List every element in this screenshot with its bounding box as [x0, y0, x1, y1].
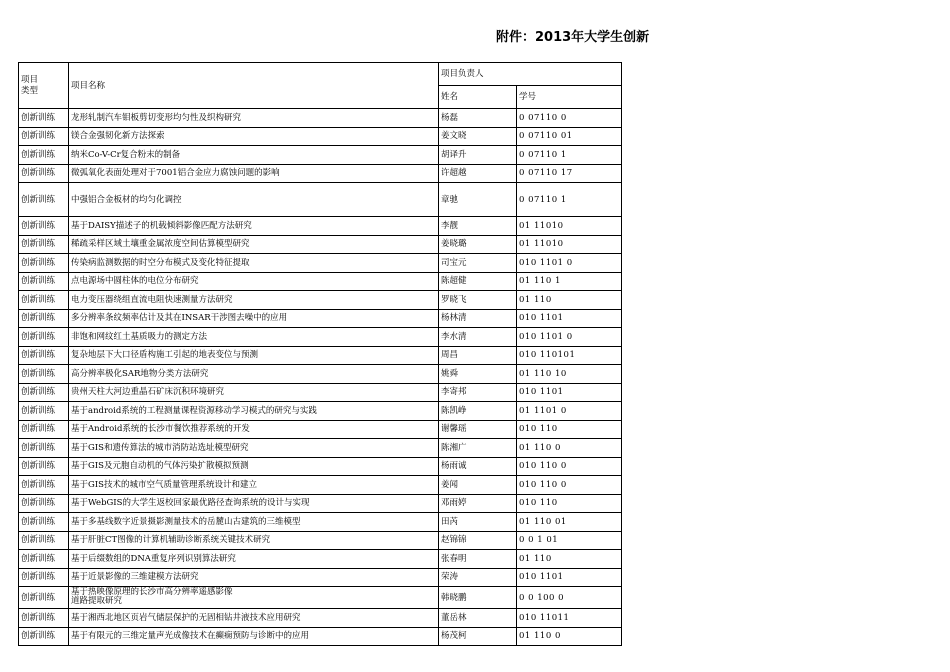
cell-project-name: 基于肝脏CT图像的计算机辅助诊断系统关键技术研究: [69, 531, 439, 550]
table-row: [19, 254, 622, 273]
cell-project-type: 创新训练: [19, 420, 69, 439]
cell-project-name: 高分辨率极化SAR地物分类方法研究: [69, 365, 439, 384]
cell-project-type: 创新训练: [19, 365, 69, 384]
cell-project-type: 创新训练: [19, 550, 69, 569]
cell-project-type: 创新训练: [19, 494, 69, 513]
table-row: [19, 346, 622, 365]
cell-student-id: 010 110 0: [517, 457, 622, 476]
cell-project-type: 创新训练: [19, 291, 69, 310]
cell-project-name: 龙形轧制汽车钼板剪切变形均匀性及织构研究: [69, 109, 439, 128]
cell-student-id: 0 07110 0: [517, 109, 622, 128]
cell-leader-name: 邓雨婷: [439, 494, 517, 513]
cell-student-id: 01 110: [517, 291, 622, 310]
table-row: [19, 217, 622, 236]
cell-project-type: 创新训练: [19, 609, 69, 628]
cell-project-type: 创新训练: [19, 587, 69, 609]
cell-leader-name: 陈湘广: [439, 439, 517, 458]
cell-project-name: 多分辨率条纹频率估计及其在INSAR干涉图去噪中的应用: [69, 309, 439, 328]
cell-leader-name: 李靓: [439, 217, 517, 236]
cell-student-id: 010 1101 0: [517, 254, 622, 273]
cell-student-id: 010 110101: [517, 346, 622, 365]
table-row: [19, 127, 622, 146]
cell-project-name: 基于GIS和遗传算法的城市消防站选址模型研究: [69, 439, 439, 458]
cell-leader-name: 谢馨瑶: [439, 420, 517, 439]
cell-project-type: 创新训练: [19, 217, 69, 236]
cell-leader-name: 杨林清: [439, 309, 517, 328]
cell-student-id: 01 110 10: [517, 365, 622, 384]
cell-project-type: 创新训练: [19, 164, 69, 183]
cell-student-id: 0 07110 01: [517, 127, 622, 146]
table-row: [19, 550, 622, 569]
cell-leader-name: 杨茂柯: [439, 627, 517, 646]
cell-student-id: 010 11011: [517, 609, 622, 628]
header-project-type-label: 项目 类型: [21, 74, 39, 96]
table-row: [19, 568, 622, 587]
cell-project-name: 基于有限元的三维定量声光成像技术在癫痫预防与诊断中的应用: [69, 627, 439, 646]
table-row: [19, 494, 622, 513]
cell-leader-name: 李水清: [439, 328, 517, 347]
cell-project-name: 基于WebGIS的大学生返校回家最优路径查询系统的设计与实现: [69, 494, 439, 513]
table-row: [19, 587, 622, 609]
cell-leader-name: 陈凯峥: [439, 402, 517, 421]
cell-project-type: 创新训练: [19, 627, 69, 646]
cell-leader-name: 许超越: [439, 164, 517, 183]
cell-project-type: 创新训练: [19, 402, 69, 421]
cell-project-name: 微弧氧化表面处理对于7001铝合金应力腐蚀问题的影响: [69, 164, 439, 183]
table-row: [19, 183, 622, 217]
cell-project-name: 镁合金强韧化新方法探索: [69, 127, 439, 146]
table-row: [19, 402, 622, 421]
project-table-container: [18, 62, 621, 646]
cell-project-name: 基于Android系统的长沙市餐饮推荐系统的开发: [69, 420, 439, 439]
cell-student-id: 01 1101 0: [517, 402, 622, 421]
table-row: [19, 328, 622, 347]
header-project-name: 项目名称: [69, 63, 439, 109]
table-row: [19, 439, 622, 458]
cell-leader-name: 杨磊: [439, 109, 517, 128]
cell-leader-name: 张春明: [439, 550, 517, 569]
cell-project-type: 创新训练: [19, 383, 69, 402]
cell-student-id: 010 1101: [517, 568, 622, 587]
cell-project-type: 创新训练: [19, 309, 69, 328]
cell-project-type: 创新训练: [19, 568, 69, 587]
cell-leader-name: 姜晓璐: [439, 235, 517, 254]
table-row: [19, 146, 622, 165]
table-row: [19, 164, 622, 183]
cell-leader-name: 陈超健: [439, 272, 517, 291]
table-header-row: [19, 63, 622, 86]
cell-project-name: 基于android系统的工程测量课程资源移动学习模式的研究与实践: [69, 402, 439, 421]
cell-project-type: 创新训练: [19, 127, 69, 146]
cell-student-id: 01 11010: [517, 235, 622, 254]
cell-leader-name: 罗晓飞: [439, 291, 517, 310]
cell-student-id: 01 110: [517, 550, 622, 569]
cell-project-name: 纳米Co-V-Cr复合粉末的制备: [69, 146, 439, 165]
cell-student-id: 0 0 100 0: [517, 587, 622, 609]
table-row: [19, 476, 622, 495]
cell-project-name: 基于近景影像的三维建模方法研究: [69, 568, 439, 587]
cell-student-id: 010 110: [517, 494, 622, 513]
cell-leader-name: 田芮: [439, 513, 517, 532]
header-student-id: 学号: [517, 86, 622, 109]
cell-project-name: 基于GIS及元胞自动机的气体污染扩散模拟预测: [69, 457, 439, 476]
cell-project-name: 基于多基线数字近景摄影测量技术的岳麓山古建筑的三维模型: [69, 513, 439, 532]
cell-project-type: 创新训练: [19, 513, 69, 532]
cell-student-id: 0 07110 1: [517, 146, 622, 165]
cell-leader-name: 周昌: [439, 346, 517, 365]
header-leader-name: 姓名: [439, 86, 517, 109]
cell-student-id: 01 110 01: [517, 513, 622, 532]
cell-project-name: 基于湘西北地区页岩气储层保护的无固相钻井液技术应用研究: [69, 609, 439, 628]
cell-student-id: 01 110 0: [517, 627, 622, 646]
cell-leader-name: 姜闻: [439, 476, 517, 495]
table-row: [19, 383, 622, 402]
cell-student-id: 010 1101: [517, 309, 622, 328]
cell-project-name: 基于GIS技术的城市空气质量管理系统设计和建立: [69, 476, 439, 495]
cell-leader-name: 章驰: [439, 183, 517, 217]
cell-project-type: 创新训练: [19, 328, 69, 347]
cell-project-type: 创新训练: [19, 346, 69, 365]
cell-project-type: 创新训练: [19, 183, 69, 217]
cell-leader-name: 董岳林: [439, 609, 517, 628]
table-row: [19, 291, 622, 310]
cell-leader-name: 韩晓鹏: [439, 587, 517, 609]
cell-student-id: 01 11010: [517, 217, 622, 236]
header-project-type: [19, 63, 69, 109]
cell-student-id: 010 110: [517, 420, 622, 439]
cell-student-id: 010 1101: [517, 383, 622, 402]
cell-project-name: 基于热映像原理的长沙市高分辨率遥感影像 道路提取研究: [69, 587, 439, 609]
table-row: [19, 513, 622, 532]
cell-project-type: 创新训练: [19, 235, 69, 254]
table-row: [19, 531, 622, 550]
cell-project-name: 稀疏采样区域土壤重金属浓度空间估算模型研究: [69, 235, 439, 254]
cell-project-type: 创新训练: [19, 109, 69, 128]
table-row: [19, 420, 622, 439]
cell-leader-name: 胡译升: [439, 146, 517, 165]
table-row: [19, 235, 622, 254]
cell-leader-name: 荣涛: [439, 568, 517, 587]
cell-project-name: 电力变压器绕组直流电阻快速测量方法研究: [69, 291, 439, 310]
cell-leader-name: 司宝元: [439, 254, 517, 273]
cell-project-name: 复杂地层下大口径盾构施工引起的地表变位与预测: [69, 346, 439, 365]
project-table: [18, 62, 622, 646]
cell-project-type: 创新训练: [19, 254, 69, 273]
cell-student-id: 01 110 0: [517, 439, 622, 458]
cell-leader-name: 姚舜: [439, 365, 517, 384]
cell-leader-name: 姜文晓: [439, 127, 517, 146]
table-row: [19, 365, 622, 384]
cell-project-type: 创新训练: [19, 439, 69, 458]
cell-project-name: 中强铝合金板材的均匀化调控: [69, 183, 439, 217]
cell-project-name: 传染病监测数据的时空分布模式及变化特征提取: [69, 254, 439, 273]
table-row: [19, 309, 622, 328]
cell-project-name: 基于DAISY描述子的机载倾斜影像匹配方法研究: [69, 217, 439, 236]
table-row: [19, 272, 622, 291]
cell-project-type: 创新训练: [19, 146, 69, 165]
cell-project-type: 创新训练: [19, 457, 69, 476]
cell-project-type: 创新训练: [19, 272, 69, 291]
cell-project-name: 贵州天柱大河边重晶石矿床沉积环境研究: [69, 383, 439, 402]
table-row: [19, 109, 622, 128]
cell-project-name: 点电源场中圆柱体的电位分布研究: [69, 272, 439, 291]
cell-project-name: 非饱和网纹红土基质吸力的测定方法: [69, 328, 439, 347]
cell-student-id: 0 07110 1: [517, 183, 622, 217]
cell-project-name: 基于后缀数组的DNA重复序列识别算法研究: [69, 550, 439, 569]
cell-project-type: 创新训练: [19, 531, 69, 550]
cell-leader-name: 李寄邦: [439, 383, 517, 402]
cell-leader-name: 杨雨诚: [439, 457, 517, 476]
table-row: [19, 457, 622, 476]
cell-project-type: 创新训练: [19, 476, 69, 495]
cell-student-id: 010 1101 0: [517, 328, 622, 347]
table-row: [19, 609, 622, 628]
page-title: 附件：2013年大学生创新: [496, 30, 650, 45]
cell-leader-name: 赵锦锦: [439, 531, 517, 550]
header-project-leader: 项目负责人: [439, 63, 622, 86]
table-row: [19, 627, 622, 646]
cell-student-id: 0 07110 17: [517, 164, 622, 183]
cell-student-id: 0 0 1 01: [517, 531, 622, 550]
cell-student-id: 01 110 1: [517, 272, 622, 291]
cell-student-id: 010 110 0: [517, 476, 622, 495]
